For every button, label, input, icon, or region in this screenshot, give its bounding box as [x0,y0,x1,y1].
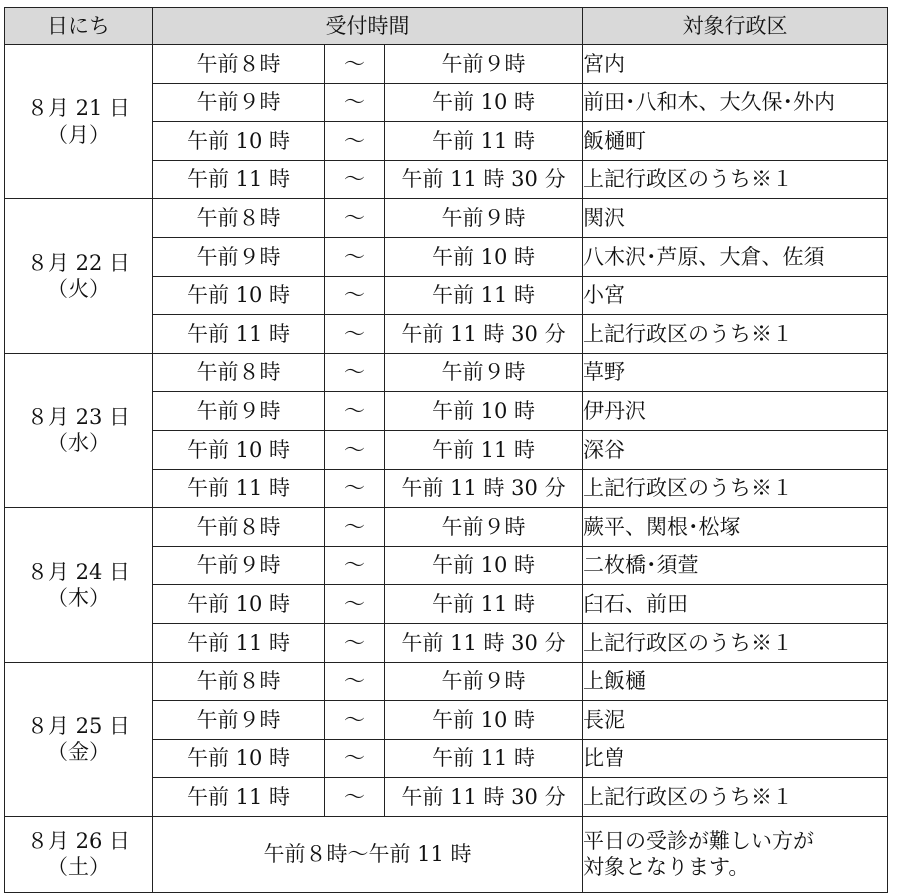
time-from: 午前 11 時 [153,623,325,662]
header-row [5,8,888,45]
time-from: 午前９時 [153,392,325,431]
time-tilde: ～ [325,508,385,547]
time-to: 午前９時 [385,353,583,392]
area-cell: 飯樋町 [583,122,888,161]
time-to: 午前 11 時 30 分 [385,160,583,199]
weekday-label: （金） [47,740,110,765]
area-cell: 二枚橋･須萱 [583,546,888,585]
time-tilde: ～ [325,701,385,740]
time-to: 午前 11 時 [385,430,583,469]
time-to: 午前 11 時 [385,122,583,161]
schedule-table [4,7,888,893]
table-row [5,508,888,547]
time-to: 午前 11 時 30 分 [385,778,583,817]
header-area: 対象行政区 [583,8,888,45]
area-cell: 上記行政区のうち※１ [583,778,888,817]
area-cell: 前田･八和木、大久保･外内 [583,83,888,122]
time-from: 午前８時 [153,662,325,701]
area-cell: 比曽 [583,739,888,778]
time-to: 午前 10 時 [385,546,583,585]
time-to: 午前 11 時 30 分 [385,469,583,508]
header-date: 日にち [5,8,153,45]
area-cell: 上記行政区のうち※１ [583,160,888,199]
area-cell: 上記行政区のうち※１ [583,623,888,662]
time-tilde: ～ [325,623,385,662]
time-tilde: ～ [325,392,385,431]
saturday-note-line1: 平日の受診が難しい方が [583,829,815,854]
time-to: 午前 11 時 30 分 [385,315,583,354]
table-row [5,199,888,238]
time-to: 午前 10 時 [385,701,583,740]
area-cell: 伊丹沢 [583,392,888,431]
time-tilde: ～ [325,778,385,817]
date-label: ８月 24 日 [26,559,131,584]
table-row [5,45,888,84]
area-cell: 長泥 [583,701,888,740]
area-cell: 上飯樋 [583,662,888,701]
date-label: ８月 26 日 [26,829,131,854]
weekday-label: （土） [47,855,110,880]
weekday-label: （水） [47,431,110,456]
time-to: 午前 11 時 30 分 [385,623,583,662]
area-cell: 小宮 [583,276,888,315]
time-from: 午前 11 時 [153,315,325,354]
area-cell: 臼石、前田 [583,585,888,624]
time-tilde: ～ [325,469,385,508]
time-from: 午前８時 [153,353,325,392]
time-from: 午前 11 時 [153,469,325,508]
time-to: 午前 10 時 [385,237,583,276]
area-cell: 蕨平、関根･松塚 [583,508,888,547]
time-tilde: ～ [325,662,385,701]
time-from: 午前９時 [153,83,325,122]
area-cell: 上記行政区のうち※１ [583,315,888,354]
time-tilde: ～ [325,585,385,624]
time-tilde: ～ [325,160,385,199]
saturday-row [5,816,888,892]
time-tilde: ～ [325,546,385,585]
time-to: 午前 10 時 [385,392,583,431]
time-from: 午前９時 [153,237,325,276]
date-cell [5,353,153,507]
time-tilde: ～ [325,237,385,276]
area-cell: 深谷 [583,430,888,469]
time-tilde: ～ [325,122,385,161]
time-to: 午前９時 [385,45,583,84]
saturday-note [583,816,888,892]
weekday-label: （火） [47,277,110,302]
saturday-time: 午前８時～午前 11 時 [153,816,583,892]
date-label: ８月 21 日 [26,96,131,121]
time-tilde: ～ [325,353,385,392]
time-from: 午前 10 時 [153,585,325,624]
date-cell [5,45,153,199]
date-cell [5,508,153,662]
date-label: ８月 25 日 [26,713,131,738]
time-tilde: ～ [325,739,385,778]
time-from: 午前９時 [153,701,325,740]
date-label: ８月 22 日 [26,250,131,275]
time-to: 午前９時 [385,508,583,547]
time-from: 午前 10 時 [153,430,325,469]
time-to: 午前９時 [385,662,583,701]
time-from: 午前８時 [153,508,325,547]
date-cell [5,662,153,816]
date-label: ８月 23 日 [26,405,131,430]
time-from: 午前９時 [153,546,325,585]
time-from: 午前 10 時 [153,739,325,778]
area-cell: 草野 [583,353,888,392]
time-tilde: ～ [325,430,385,469]
time-from: 午前 11 時 [153,778,325,817]
time-tilde: ～ [325,83,385,122]
date-cell [5,199,153,353]
time-tilde: ～ [325,45,385,84]
time-to: 午前 11 時 [385,276,583,315]
time-from: 午前 10 時 [153,122,325,161]
time-to: 午前９時 [385,199,583,238]
time-from: 午前 10 時 [153,276,325,315]
weekday-label: （木） [47,585,110,610]
time-tilde: ～ [325,199,385,238]
header-time: 受付時間 [153,8,583,45]
time-to: 午前 11 時 [385,585,583,624]
date-cell [5,816,153,892]
area-cell: 関沢 [583,199,888,238]
weekday-label: （月） [47,122,110,147]
time-from: 午前８時 [153,45,325,84]
time-to: 午前 11 時 [385,739,583,778]
table-row [5,662,888,701]
area-cell: 宮内 [583,45,888,84]
time-from: 午前８時 [153,199,325,238]
time-to: 午前 10 時 [385,83,583,122]
schedule-body [5,45,888,893]
time-from: 午前 11 時 [153,160,325,199]
saturday-note-line2: 対象となります。 [583,855,750,880]
time-tilde: ～ [325,315,385,354]
table-row [5,353,888,392]
area-cell: 上記行政区のうち※１ [583,469,888,508]
time-tilde: ～ [325,276,385,315]
area-cell: 八木沢･芦原、大倉、佐須 [583,237,888,276]
